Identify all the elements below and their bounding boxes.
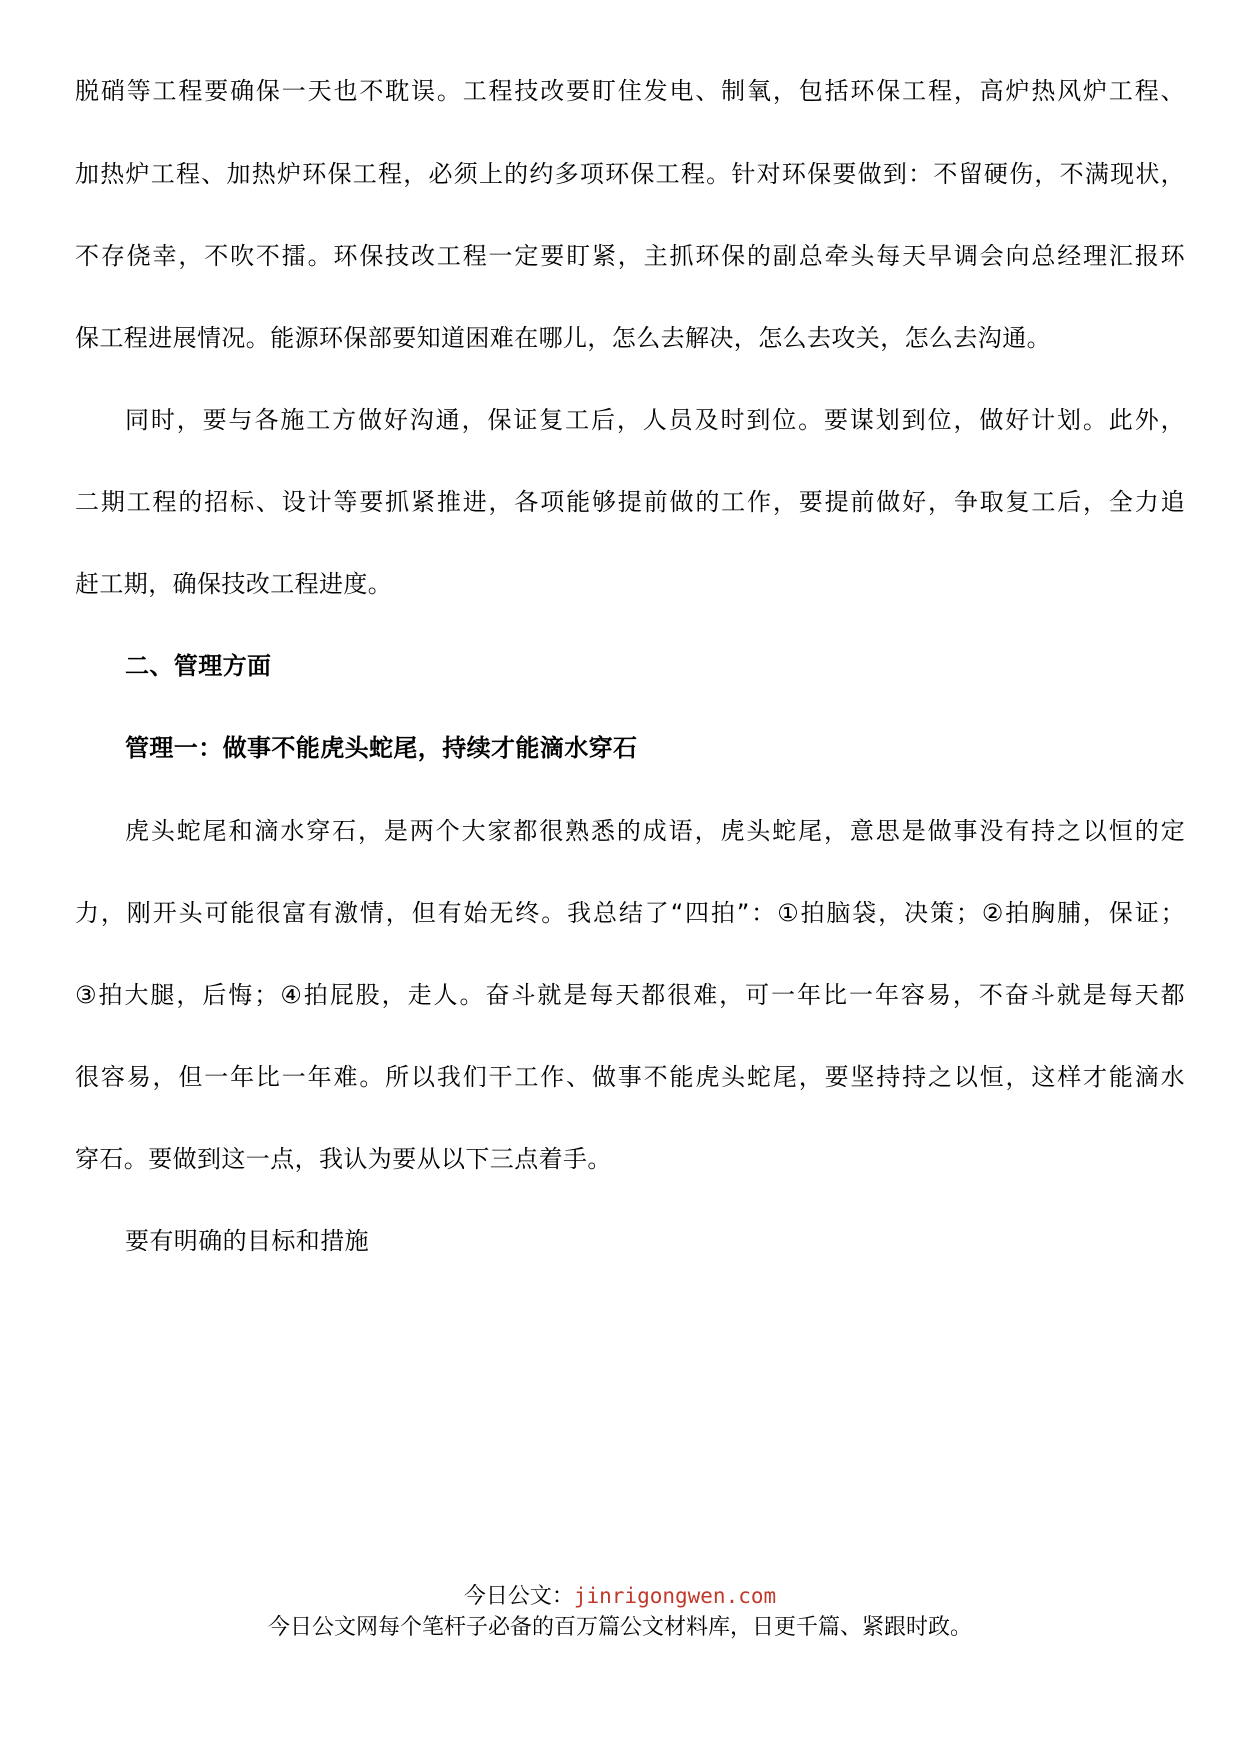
paragraph-line: 同时，要与各施工方做好沟通，保证复工后，人员及时到位。要谋划到位，做好计划。此外， — [125, 406, 1185, 434]
subsection-heading: 管理一：做事不能虎头蛇尾，持续才能滴水穿石 — [125, 734, 638, 762]
paragraph-line: 保工程进展情况。能源环保部要知道困难在哪儿，怎么去解决，怎么去攻关，怎么去沟通。 — [75, 324, 1051, 352]
paragraph-line: 加热炉工程、加热炉环保工程，必须上的约多项环保工程。针对环保要做到：不留硬伤，不满现状， — [75, 160, 1185, 188]
paragraph-line: 要有明确的目标和措施 — [125, 1227, 369, 1255]
paragraph-line: 虎头蛇尾和滴水穿石，是两个大家都很熟悉的成语，虎头蛇尾，意思是做事没有持之以恒的定 — [125, 817, 1185, 845]
paragraph-line: 力，刚开头可能很富有激情，但有始无终。我总结了“四拍”：①拍脑袋，决策；②拍胸脯，保证； — [75, 899, 1185, 927]
paragraph-line: ③拍大腿，后悔；④拍屁股，走人。奋斗就是每天都很难，可一年比一年容易，不奋斗就是每天都 — [75, 981, 1185, 1009]
footer-slogan: 今日公文网每个笔杆子必备的百万篇公文材料库，日更千篇、紧跟时政。 — [267, 1615, 972, 1640]
section-heading: 二、管理方面 — [125, 652, 272, 680]
footer-url-link[interactable]: jinrigongwen.com — [573, 1584, 777, 1608]
footer-source — [0, 1581, 1240, 1612]
paragraph-line: 脱硝等工程要确保一天也不耽误。工程技改要盯住发电、制氧，包括环保工程，高炉热风炉工程、 — [75, 77, 1185, 105]
paragraph-line: 很容易，但一年比一年难。所以我们干工作、做事不能虎头蛇尾，要坚持持之以恒，这样才能滴水 — [75, 1063, 1185, 1091]
paragraph-line: 穿石。要做到这一点，我认为要从以下三点着手。 — [75, 1145, 612, 1173]
paragraph-line: 不存侥幸，不吹不擂。环保技改工程一定要盯紧，主抓环保的副总牵头每天早调会向总经理汇报环 — [75, 242, 1185, 270]
paragraph-line: 二期工程的招标、设计等要抓紧推进，各项能够提前做的工作，要提前做好，争取复工后，全力追 — [75, 488, 1185, 516]
footer-source-label: 今日公文： — [463, 1584, 574, 1609]
paragraph-line: 赶工期，确保技改工程进度。 — [75, 570, 393, 598]
